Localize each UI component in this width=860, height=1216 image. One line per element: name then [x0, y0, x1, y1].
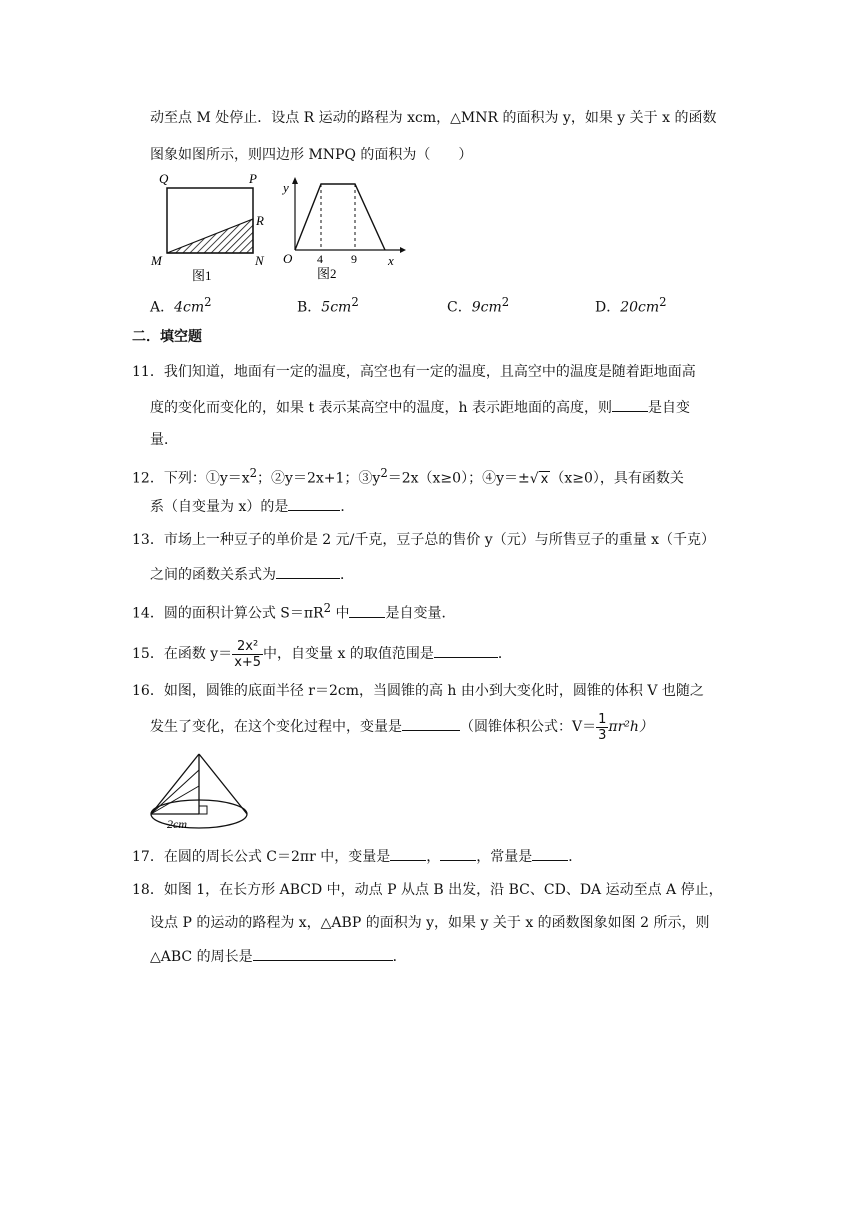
q12-line2: 系（自变量为 x）的是 ．	[150, 496, 354, 517]
caption-fig1: 图1	[192, 268, 212, 283]
q16-line2: 发生了变化，在这个变化过程中，变量是 （圆锥体积公式：V＝ $\frac{1}{3}$ πr²h）	[150, 711, 653, 743]
q13-line2: 之间的函数关系式为 ．	[150, 564, 354, 585]
figure-1	[145, 170, 270, 285]
q10-line2: 图象如图所示，则四边形 MNPQ 的面积为（ ）	[150, 147, 473, 163]
option-b[interactable]: B．$5cm^2$	[297, 295, 359, 316]
label-r: R	[256, 213, 264, 228]
q18-line2: 设点 P 的运动的路程为 x，△ABP 的面积为 y，如果 y 关于 x 的函数图象如图 2 所示，则	[150, 915, 710, 931]
answer-blank[interactable]	[349, 603, 385, 618]
answer-blank[interactable]	[440, 846, 476, 861]
answer-blank[interactable]	[612, 397, 648, 412]
label-y: y	[283, 180, 289, 195]
q12-line1: 12．下列：$①y=x^2$；②y＝2x+1；$③y^2=2x(x\ge 0)$；④y＝±√ x （x≥0），具有函数关	[132, 466, 684, 487]
option-c[interactable]: C．$9cm^2$	[447, 295, 510, 316]
answer-blank[interactable]	[390, 846, 426, 861]
answer-blank[interactable]	[532, 846, 568, 861]
label-x: x	[388, 253, 394, 268]
label-o: O	[283, 251, 293, 266]
figure-2	[275, 170, 410, 285]
section-heading: 二．填空题	[132, 329, 202, 345]
label-p: P	[249, 171, 257, 186]
q11-line3: 量．	[150, 432, 178, 448]
q13-line1: 13．市场上一种豆子的单价是 2 元/千克，豆子总的售价 y（元）与所售豆子的重量 x（千克）	[132, 532, 716, 548]
q11-line2: 度的变化而变化的，如果 t 表示某高空中的温度，h 表示距地面的高度，则 是自变	[150, 397, 690, 418]
label-q: Q	[159, 171, 169, 186]
tick-9: 9	[351, 252, 357, 266]
shaded-triangle-mnr	[167, 219, 253, 253]
q14-line: 14．圆的面积计算公式 $S=\pi R^2$ 中 是自变量．	[132, 601, 456, 622]
label-n: N	[255, 253, 264, 268]
q11-line1: 11．我们知道，地面有一定的温度，高空也有一定的温度，且高空中的温度是随着距地面高	[132, 364, 696, 380]
label-m: M	[151, 253, 162, 268]
q18-line1: 18．如图 1，在长方形 ABCD 中，动点 P 从点 B 出发，沿 BC、CD、DA 运动至点 A 停止，	[132, 882, 723, 898]
tick-4: 4	[317, 252, 323, 266]
graph-line	[295, 184, 385, 250]
answer-blank[interactable]	[276, 564, 340, 579]
fraction: $\frac{1}{3}$	[598, 711, 607, 743]
q17-line: 17．在圆的周长公式 C＝2πr 中，变量是 ， ，常量是 ．	[132, 846, 582, 867]
q18-line3: △ABC 的周长是 ．	[150, 946, 407, 967]
radius-label: 2cm	[167, 817, 187, 831]
caption-fig2: 图2	[317, 266, 337, 281]
q15-line: 15．在函数 y＝ $\frac{\text{2x²}}{x+5}$ 中，自变量 x 的取值范围是 ．	[132, 638, 512, 670]
option-d[interactable]: D．$20cm^2$	[595, 295, 667, 316]
cone-figure	[145, 748, 253, 836]
fraction: $\frac{\text{2x²}}{x+5}$	[234, 638, 262, 670]
option-a[interactable]: A．$4cm^2$	[150, 295, 212, 316]
answer-blank[interactable]	[402, 716, 460, 731]
q16-line1: 16．如图，圆锥的底面半径 r＝2cm，当圆锥的高 h 由小到大变化时，圆锥的体积 V 也随之	[132, 683, 704, 699]
q10-line1: 动至点 M 处停止．设点 R 运动的路程为 xcm，△MNR 的面积为 y，如果 y 关于 x 的函数	[150, 110, 717, 126]
answer-blank[interactable]	[434, 643, 498, 658]
answer-blank[interactable]	[253, 946, 393, 961]
answer-blank[interactable]	[288, 496, 340, 511]
